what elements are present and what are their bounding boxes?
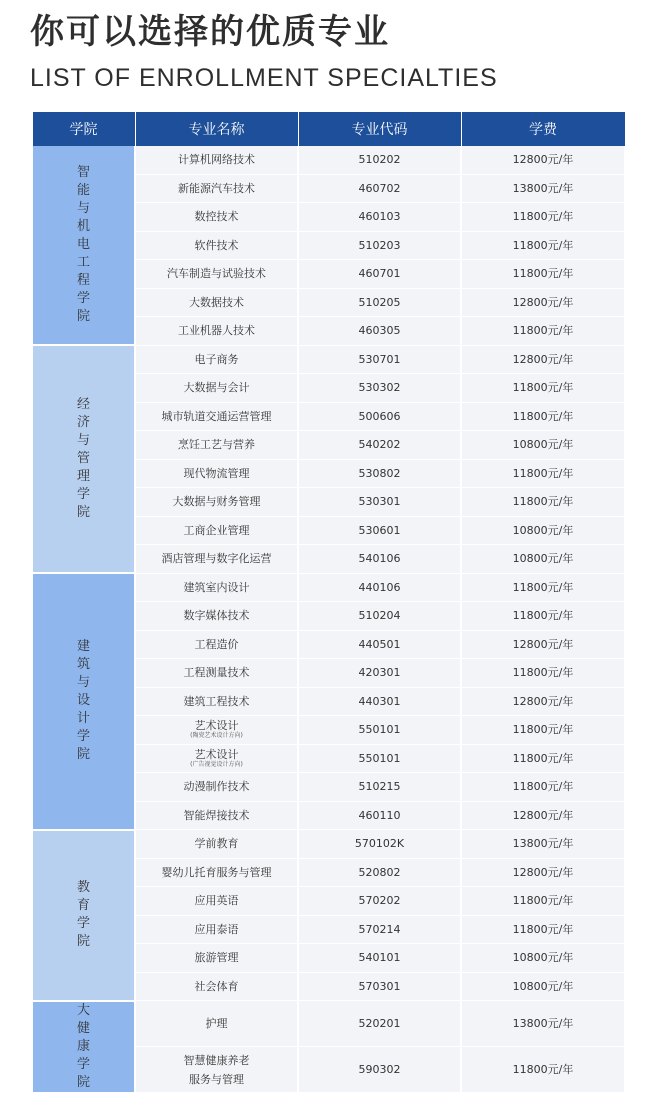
major-name: 电子商务 <box>194 352 239 366</box>
major-name: 动漫制作技术 <box>183 780 250 794</box>
major-name-cell <box>135 317 298 346</box>
major-code-cell: 550101 <box>298 744 461 773</box>
major-name: 酒店管理与数字化运营 <box>161 552 272 566</box>
major-name-cell <box>135 687 298 716</box>
major-name-cell <box>135 858 298 887</box>
major-code-cell: 510202 <box>298 146 461 174</box>
specialties-table <box>31 112 626 1094</box>
table-row <box>32 573 625 602</box>
major-name-cell <box>135 972 298 1001</box>
major-name: 工程测量技术 <box>183 666 250 680</box>
college-cell <box>32 1001 135 1093</box>
major-code-cell: 570102K <box>298 830 461 859</box>
major-code-cell: 530301 <box>298 488 461 517</box>
major-code-cell: 540106 <box>298 545 461 574</box>
major-code-cell: 460702 <box>298 174 461 203</box>
tuition-fee-cell: 11800元/年 <box>461 1047 625 1093</box>
major-name-cell <box>135 915 298 944</box>
tuition-fee-cell: 11800元/年 <box>461 317 625 346</box>
tuition-fee-cell: 12800元/年 <box>461 345 625 374</box>
tuition-fee-cell: 11800元/年 <box>461 773 625 802</box>
major-code-cell: 530802 <box>298 459 461 488</box>
page-header <box>30 10 498 98</box>
major-code-cell: 440106 <box>298 573 461 602</box>
tuition-fee-cell: 12800元/年 <box>461 801 625 830</box>
page-title: 你可以选择的优质专业 <box>30 12 390 52</box>
column-header-fee: 学费 <box>461 112 625 146</box>
major-name: 智能焊接技术 <box>183 808 250 822</box>
major-name: 应用泰语 <box>194 922 239 936</box>
major-code-cell: 540101 <box>298 944 461 973</box>
major-name-cell <box>135 288 298 317</box>
major-code-cell: 420301 <box>298 659 461 688</box>
major-name-cell <box>135 345 298 374</box>
major-name: 应用英语 <box>194 894 239 908</box>
major-name-cell <box>135 516 298 545</box>
major-name-cell <box>135 488 298 517</box>
major-name-cell <box>135 887 298 916</box>
tuition-fee-cell: 12800元/年 <box>461 630 625 659</box>
table-row <box>32 146 625 174</box>
tuition-fee-cell: 10800元/年 <box>461 972 625 1001</box>
tuition-fee-cell: 10800元/年 <box>461 545 625 574</box>
major-code-cell: 570214 <box>298 915 461 944</box>
tuition-fee-cell: 11800元/年 <box>461 488 625 517</box>
tuition-fee-cell: 11800元/年 <box>461 260 625 289</box>
major-name-cell <box>135 830 298 859</box>
college-name: 智能与机电工程学院 <box>76 165 90 324</box>
tuition-fee-cell: 11800元/年 <box>461 659 625 688</box>
major-name: 婴幼儿托育服务与管理 <box>161 865 272 879</box>
major-name-cell <box>135 431 298 460</box>
major-name-cell <box>135 374 298 403</box>
major-code-cell: 460103 <box>298 203 461 232</box>
college-cell <box>32 146 135 345</box>
major-code-cell: 510205 <box>298 288 461 317</box>
major-name: 工商企业管理 <box>183 523 250 537</box>
college-name: 大健康学院 <box>76 1002 90 1090</box>
tuition-fee-cell: 11800元/年 <box>461 402 625 431</box>
major-code-cell: 460305 <box>298 317 461 346</box>
column-header-code: 专业代码 <box>298 112 461 146</box>
college-cell <box>32 573 135 830</box>
major-code-cell: 550101 <box>298 716 461 745</box>
major-name: 城市轨道交通运营管理 <box>161 409 272 423</box>
table-row <box>32 1001 625 1047</box>
college-name: 教育学院 <box>76 880 90 949</box>
major-code-cell: 520802 <box>298 858 461 887</box>
major-code-cell: 530601 <box>298 516 461 545</box>
tuition-fee-cell: 13800元/年 <box>461 830 625 859</box>
major-name-cell <box>135 231 298 260</box>
major-name-cell <box>135 659 298 688</box>
tuition-fee-cell: 13800元/年 <box>461 1001 625 1047</box>
tuition-fee-cell: 12800元/年 <box>461 858 625 887</box>
major-name: 计算机网络技术 <box>178 153 255 167</box>
major-name-cell <box>135 944 298 973</box>
major-name: 数控技术 <box>194 210 239 224</box>
major-name: 工业机器人技术 <box>178 324 255 338</box>
major-name-cell <box>135 146 298 174</box>
major-code-cell: 570301 <box>298 972 461 1001</box>
tuition-fee-cell: 12800元/年 <box>461 288 625 317</box>
column-header-college: 学院 <box>32 112 135 146</box>
major-code-cell: 530302 <box>298 374 461 403</box>
tuition-fee-cell: 11800元/年 <box>461 915 625 944</box>
major-name: 汽车制造与试验技术 <box>167 267 266 281</box>
major-name: 数字媒体技术 <box>183 609 250 623</box>
major-name: 建筑工程技术 <box>183 694 250 708</box>
tuition-fee-cell: 11800元/年 <box>461 744 625 773</box>
table-row <box>32 345 625 374</box>
tuition-fee-cell: 11800元/年 <box>461 573 625 602</box>
major-name-cell <box>135 801 298 830</box>
table-row <box>32 830 625 859</box>
major-code-cell: 590302 <box>298 1047 461 1093</box>
major-name: 软件技术 <box>194 238 239 252</box>
major-code-cell: 460701 <box>298 260 461 289</box>
major-name: 旅游管理 <box>194 951 239 965</box>
major-name: 新能源汽车技术 <box>178 181 255 195</box>
major-name: 工程造价 <box>194 637 239 651</box>
major-code-cell: 520201 <box>298 1001 461 1047</box>
tuition-fee-cell: 12800元/年 <box>461 687 625 716</box>
major-name-cell <box>135 716 298 745</box>
major-name-cell <box>135 402 298 431</box>
major-name: 烹饪工艺与营养 <box>178 438 255 452</box>
major-name-line2: 服务与管理 <box>189 1072 244 1086</box>
major-name: 艺术设计 <box>194 719 239 733</box>
major-name: 学前教育 <box>194 837 239 851</box>
tuition-fee-cell: 11800元/年 <box>461 231 625 260</box>
tuition-fee-cell: 10800元/年 <box>461 431 625 460</box>
major-code-cell: 510215 <box>298 773 461 802</box>
major-name-cell <box>135 773 298 802</box>
major-name-cell <box>135 545 298 574</box>
college-name: 经济与管理学院 <box>76 397 90 520</box>
major-name-cell <box>135 744 298 773</box>
major-name: 大数据技术 <box>189 295 244 309</box>
college-cell <box>32 345 135 573</box>
page-subtitle: LIST OF ENROLLMENT SPECIALTIES <box>30 64 498 92</box>
major-code-cell: 460110 <box>298 801 461 830</box>
major-code-cell: 510204 <box>298 602 461 631</box>
major-code-cell: 440301 <box>298 687 461 716</box>
major-name-cell <box>135 573 298 602</box>
major-name-cell <box>135 174 298 203</box>
tuition-fee-cell: 13800元/年 <box>461 174 625 203</box>
major-name-cell <box>135 1001 298 1047</box>
major-name: 大数据与财务管理 <box>172 495 261 509</box>
table-body <box>32 146 625 1093</box>
major-name: 社会体育 <box>194 979 239 993</box>
college-name: 建筑与设计学院 <box>76 639 90 763</box>
tuition-fee-cell: 11800元/年 <box>461 602 625 631</box>
major-name: 护理 <box>205 1017 228 1030</box>
major-code-cell: 500606 <box>298 402 461 431</box>
major-code-cell: 540202 <box>298 431 461 460</box>
table-header-row <box>32 112 625 146</box>
major-code-cell: 510203 <box>298 231 461 260</box>
major-name-cell <box>135 459 298 488</box>
tuition-fee-cell: 11800元/年 <box>461 374 625 403</box>
tuition-fee-cell: 10800元/年 <box>461 944 625 973</box>
major-code-cell: 530701 <box>298 345 461 374</box>
major-name: 智慧健康养老 <box>183 1053 250 1067</box>
major-name: 现代物流管理 <box>183 466 250 480</box>
major-name-cell <box>135 260 298 289</box>
tuition-fee-cell: 10800元/年 <box>461 516 625 545</box>
major-name: 艺术设计 <box>194 747 239 761</box>
major-code-cell: 440501 <box>298 630 461 659</box>
college-cell <box>32 830 135 1001</box>
major-note: (广告视觉设计方向) <box>190 760 243 768</box>
major-name: 建筑室内设计 <box>183 580 250 594</box>
tuition-fee-cell: 11800元/年 <box>461 459 625 488</box>
column-header-major: 专业名称 <box>135 112 298 146</box>
tuition-fee-cell: 12800元/年 <box>461 146 625 174</box>
major-name-cell <box>135 630 298 659</box>
tuition-fee-cell: 11800元/年 <box>461 887 625 916</box>
tuition-fee-cell: 11800元/年 <box>461 716 625 745</box>
major-code-cell: 570202 <box>298 887 461 916</box>
major-name: 大数据与会计 <box>183 381 250 395</box>
tuition-fee-cell: 11800元/年 <box>461 203 625 232</box>
major-name-cell <box>135 203 298 232</box>
major-note: (陶瓷艺术设计方向) <box>190 732 243 740</box>
major-name-cell <box>135 602 298 631</box>
